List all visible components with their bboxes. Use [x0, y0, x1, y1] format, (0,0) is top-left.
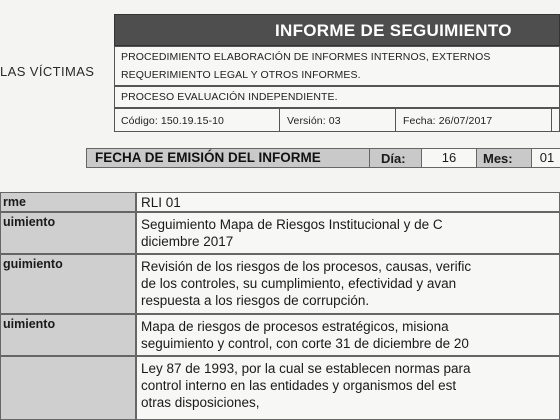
document-version: Versión: 03 — [287, 115, 341, 127]
field-value-followup-scope — [136, 314, 560, 356]
value-line: Ley 87 de 1993, por la cual se establecen normas para — [141, 361, 471, 376]
cell-divider — [369, 149, 370, 167]
procedure-line-1: PROCEDIMIENTO ELABORACIÓN DE INFORMES INTERNOS, EXTERNOS — [121, 51, 491, 63]
month-value: 01 — [531, 149, 560, 167]
process-name: PROCESO EVALUACIÓN INDEPENDIENTE. — [121, 91, 338, 103]
value-line: Seguimiento Mapa de Riesgos Institucional y de C — [141, 217, 443, 232]
issue-date-row — [86, 148, 560, 168]
field-label-followup-objective — [0, 254, 136, 314]
field-label-followup-scope — [0, 314, 136, 356]
field-value-followup-objective — [136, 254, 560, 314]
field-label-text: uimiento — [3, 317, 56, 331]
field-label-text: uimiento — [3, 215, 56, 229]
procedure-line-2: REQUERIMIENTO LEGAL Y OTROS INFORMES. — [121, 69, 361, 81]
value-line: control interno en las entidades y organismos del est — [141, 378, 457, 393]
document-code: Código: 150.19.15-10 — [121, 115, 224, 127]
value-line: respuesta a los riesgos de corrupción. — [141, 293, 370, 308]
value-line: de los controles, su cumplimiento, efectividad y avan — [141, 276, 457, 291]
organization-logo-text: LAS VÍCTIMAS — [0, 64, 95, 79]
value-line: RLI 01 — [141, 195, 181, 210]
field-value-report-code — [136, 192, 560, 212]
process-cell — [114, 86, 560, 108]
day-value: 16 — [421, 149, 477, 167]
document-date: Fecha: 26/07/2017 — [403, 115, 493, 127]
value-line: seguimiento y control, con corte 31 de diciembre de 20 — [141, 336, 469, 351]
field-label-legal-framework — [0, 356, 136, 420]
value-line: Revisión de los riesgos de los procesos, causas, verific — [141, 259, 472, 274]
month-label: Mes: — [483, 151, 513, 166]
field-value-followup-name — [136, 212, 560, 254]
document-control-row — [114, 108, 560, 132]
cell-divider — [395, 109, 396, 131]
field-label-text: guimiento — [3, 257, 63, 271]
procedure-cell — [114, 46, 560, 86]
cell-divider — [551, 109, 552, 131]
day-label: Día: — [381, 151, 406, 166]
value-line: Mapa de riesgos de procesos estratégicos, misiona — [141, 319, 449, 334]
field-label-followup-name — [0, 212, 136, 254]
issue-date-label: FECHA DE EMISIÓN DEL INFORME — [95, 150, 321, 165]
report-title-bar — [114, 14, 560, 46]
value-line: otras disposiciones, — [141, 395, 260, 410]
report-title: INFORME DE SEGUIMIENTO — [275, 21, 512, 40]
value-line: diciembre 2017 — [141, 234, 234, 249]
field-label-text: rme — [3, 195, 26, 209]
field-label-report-code — [0, 192, 136, 212]
field-value-legal-framework — [136, 356, 560, 420]
cell-divider — [279, 109, 280, 131]
